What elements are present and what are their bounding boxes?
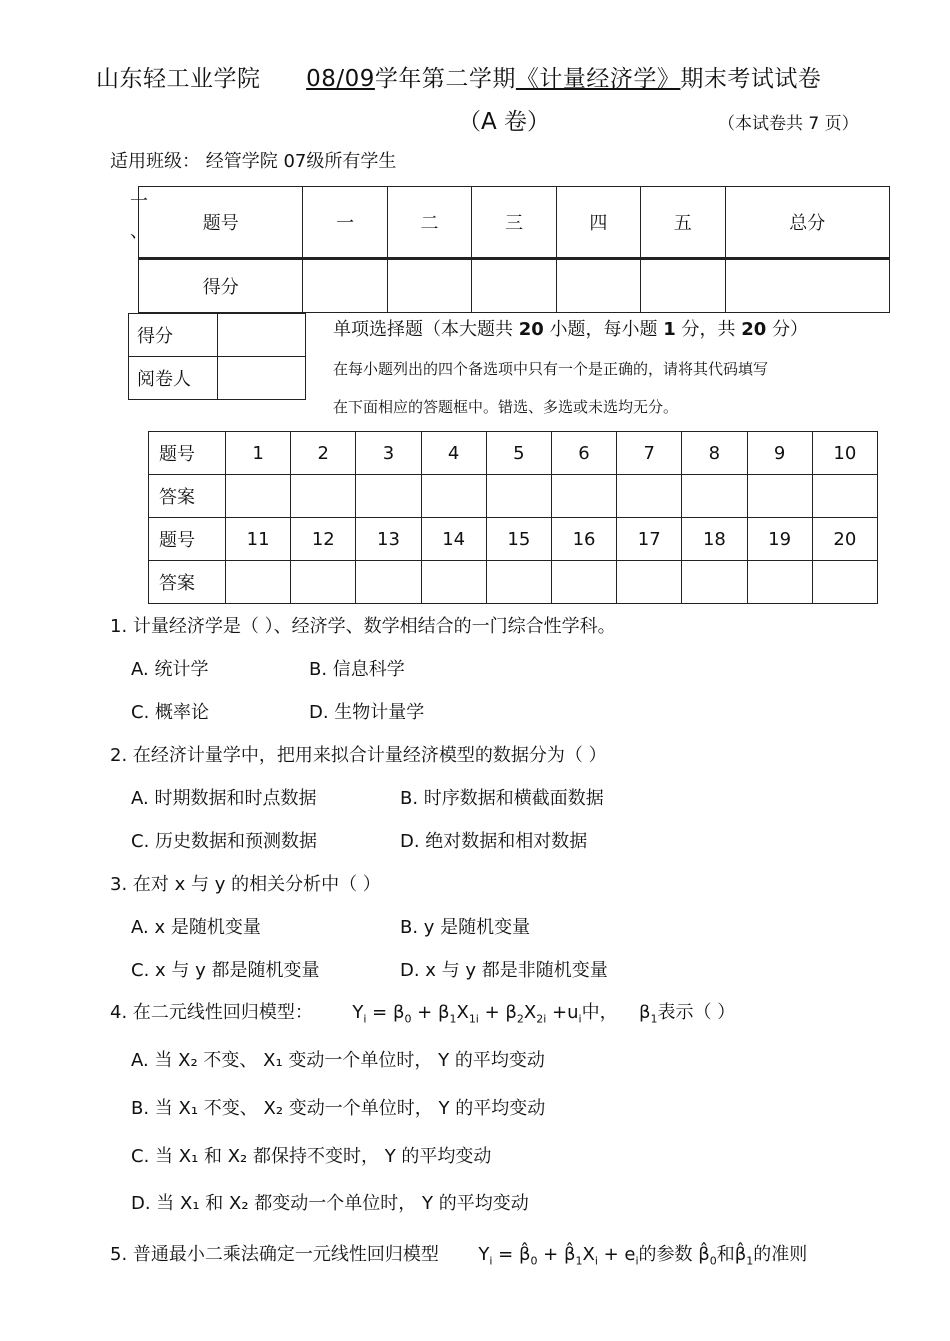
answer-num: 20 (812, 518, 877, 561)
option-2d: D. 绝对数据和相对数据 (400, 831, 588, 852)
score-header-cell: 五 (641, 187, 725, 259)
section-note-2: 在下面相应的答题框中。错选、多选或未选均无分。 (333, 398, 679, 416)
answer-num: 11 (226, 518, 291, 561)
heading-text: 分） (772, 319, 809, 340)
answer-cell[interactable] (486, 561, 551, 604)
option-1d: D. 生物计量学 (309, 702, 425, 723)
beta1-symbol: $\beta_1$ (639, 1002, 658, 1026)
option-3a: A. x 是随机变量 (131, 917, 261, 938)
section-mark: 一 、 (130, 191, 148, 242)
answer-num: 19 (747, 518, 812, 561)
answer-cell[interactable] (486, 475, 551, 518)
option-4c: C. 当 X₁ 和 X₂ 都保持不变时， Y 的平均变动 (131, 1146, 492, 1167)
answer-cell[interactable] (421, 561, 486, 604)
question-4-text: 表示（ ） (657, 1002, 736, 1023)
answer-label: 答案 (149, 561, 226, 604)
answer-num: 8 (682, 432, 747, 475)
answer-table (148, 431, 878, 604)
answer-cell[interactable] (551, 475, 616, 518)
heading-points: 1 (663, 319, 676, 340)
title-year: 08/09 (306, 66, 375, 92)
option-3b: B. y 是随机变量 (400, 917, 531, 938)
score-cell[interactable] (725, 259, 889, 313)
applicable-classes: 适用班级： 经管学院 07级所有学生 (110, 151, 397, 172)
answer-num: 13 (356, 518, 421, 561)
title-school: 山东轻工业学院 (96, 66, 261, 92)
score-table (138, 186, 890, 313)
section-heading (333, 315, 808, 341)
option-2a: A. 时期数据和时点数据 (131, 788, 317, 809)
option-2c: C. 历史数据和预测数据 (131, 831, 318, 852)
section-note-1: 在每小题列出的四个备选项中只有一个是正确的，请将其代码填写 (333, 360, 769, 378)
answer-cell[interactable] (226, 475, 291, 518)
option-1b: B. 信息科学 (309, 659, 405, 680)
answer-num: 17 (617, 518, 682, 561)
title-term: 学年第二学期 (374, 66, 516, 92)
option-4b: B. 当 X₁ 不变、 X₂ 变动一个单位时， Y 的平均变动 (131, 1098, 546, 1119)
answer-cell[interactable] (356, 561, 421, 604)
grader-score-label: 得分 (129, 314, 218, 357)
option-3d: D. x 与 y 都是非随机变量 (400, 960, 608, 981)
question-5-text: 5. 普通最小二乘法确定一元线性回归模型 (110, 1244, 439, 1265)
regression-formula-1: $Y_i = \beta_0 + \beta_1X_{1i} + \beta_2X_{2i} +u_i$ (352, 1002, 582, 1026)
option-1a: A. 统计学 (131, 659, 209, 680)
grader-table (128, 313, 306, 400)
title-suffix: 期末考试试卷 (680, 66, 822, 92)
answer-num: 4 (421, 432, 486, 475)
beta0-hat-symbol: $\betâ_0$ (698, 1244, 717, 1268)
answer-num: 2 (291, 432, 356, 475)
score-cell[interactable] (556, 259, 640, 313)
answer-cell[interactable] (356, 475, 421, 518)
question-1: 1. 计量经济学是（ ）、经济学、数学相结合的一门综合性学科。 (110, 616, 616, 637)
option-3c: C. x 与 y 都是随机变量 (131, 960, 320, 981)
answer-num: 10 (812, 432, 877, 475)
answer-num: 16 (551, 518, 616, 561)
score-cell[interactable] (387, 259, 471, 313)
question-4-text: 4. 在二元线性回归模型： (110, 1002, 313, 1023)
answer-cell[interactable] (682, 561, 747, 604)
answer-cell[interactable] (421, 475, 486, 518)
answer-num: 5 (486, 432, 551, 475)
question-5-text: 的准则 (753, 1244, 808, 1265)
answer-label: 答案 (149, 475, 226, 518)
score-row-label: 得分 (139, 259, 303, 313)
question-2: 2. 在经济计量学中，把用来拟合计量经济模型的数据分为（ ） (110, 745, 607, 766)
answer-num: 1 (226, 432, 291, 475)
regression-formula-2: $Y_i$ = $\betâ_0$ + $\betâ_1X_i + e_i$ (478, 1244, 639, 1268)
answer-num: 6 (551, 432, 616, 475)
grader-reviewer-cell[interactable] (218, 357, 306, 400)
heading-text: 分，共 (681, 319, 736, 340)
option-4a: A. 当 X₂ 不变、 X₁ 变动一个单位时， Y 的平均变动 (131, 1050, 545, 1071)
answer-num: 14 (421, 518, 486, 561)
question-3: 3. 在对 x 与 y 的相关分析中（ ） (110, 874, 381, 895)
score-header-cell: 四 (556, 187, 640, 259)
answer-cell[interactable] (291, 475, 356, 518)
question-5-text: 的参数 (638, 1244, 693, 1265)
title-course: 《计量经济学》 (515, 66, 681, 92)
exam-title (96, 60, 821, 93)
answer-num: 15 (486, 518, 551, 561)
answer-cell[interactable] (617, 475, 682, 518)
answer-cell[interactable] (812, 475, 877, 518)
answer-cell[interactable] (551, 561, 616, 604)
score-header-cell: 题号 (139, 187, 303, 259)
heading-text: 小题，每小题 (549, 319, 658, 340)
option-1c: C. 概率论 (131, 702, 210, 723)
grader-reviewer-label: 阅卷人 (129, 357, 218, 400)
answer-num: 3 (356, 432, 421, 475)
heading-text: 单项选择题（本大题共 (333, 319, 513, 340)
answer-cell[interactable] (747, 475, 812, 518)
answer-num: 12 (291, 518, 356, 561)
answer-cell[interactable] (291, 561, 356, 604)
answer-cell[interactable] (682, 475, 747, 518)
answer-num: 7 (617, 432, 682, 475)
option-4d: D. 当 X₁ 和 X₂ 都变动一个单位时， Y 的平均变动 (131, 1193, 529, 1214)
answer-num: 18 (682, 518, 747, 561)
answer-cell[interactable] (226, 561, 291, 604)
answer-cell[interactable] (617, 561, 682, 604)
answer-cell[interactable] (747, 561, 812, 604)
grader-score-cell[interactable] (218, 314, 306, 357)
score-header-cell: 二 (387, 187, 471, 259)
answer-num-label: 题号 (149, 432, 226, 475)
score-header-cell: 一 (303, 187, 387, 259)
option-2b: B. 时序数据和横截面数据 (400, 788, 604, 809)
page-count: （本试卷共 7 页） (718, 114, 859, 134)
question-5-text: 和 (716, 1244, 735, 1265)
answer-num: 9 (747, 432, 812, 475)
answer-cell[interactable] (812, 561, 877, 604)
question-4-text: 中， (581, 1002, 618, 1023)
answer-num-label: 题号 (149, 518, 226, 561)
score-header-cell: 总分 (725, 187, 889, 259)
score-cell[interactable] (472, 259, 556, 313)
heading-total: 20 (741, 319, 767, 340)
heading-count: 20 (518, 319, 544, 340)
beta1-hat-symbol: $\betâ_1$ (734, 1244, 754, 1268)
score-header-cell: 三 (472, 187, 556, 259)
question-4 (110, 998, 735, 1026)
question-5 (110, 1240, 807, 1268)
exam-subtitle: （A 卷） (458, 109, 551, 135)
score-cell[interactable] (303, 259, 387, 313)
score-cell[interactable] (641, 259, 725, 313)
